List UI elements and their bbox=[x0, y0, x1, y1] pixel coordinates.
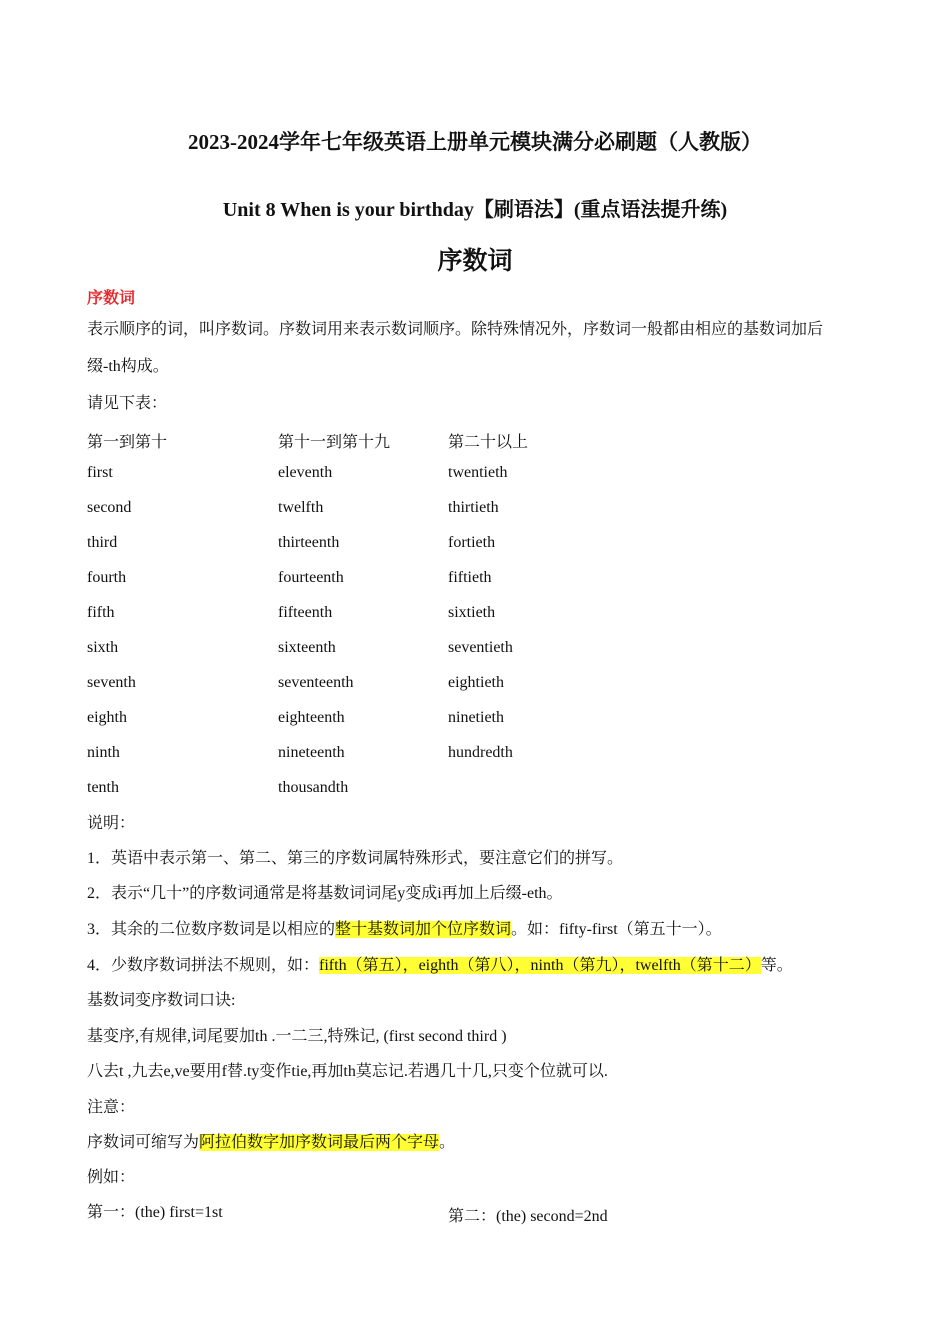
note-4-highlight: fifth（第五），eighth（第八），ninth（第九），twelfth（第十二） bbox=[319, 957, 761, 974]
table-header-2: 第十一到第十九 bbox=[278, 434, 391, 451]
table-cell: first bbox=[87, 464, 113, 481]
attention-pre: 序数词可缩写为 bbox=[87, 1134, 200, 1151]
table-cell: seventieth bbox=[448, 639, 513, 656]
section-heading: 序数词 bbox=[87, 290, 136, 307]
table-cell: tenth bbox=[87, 779, 119, 796]
table-cell: sixtieth bbox=[448, 604, 496, 621]
table-cell: thirteenth bbox=[278, 534, 340, 551]
note-4-pre: 4．少数序数词拼法不规则，如： bbox=[87, 957, 320, 974]
note-3-pre: 3．其余的二位数序数词是以相应的 bbox=[87, 921, 336, 938]
table-cell: fourteenth bbox=[278, 569, 344, 586]
table-cell: ninth bbox=[87, 744, 120, 761]
attention-label: 注意： bbox=[87, 1099, 136, 1116]
table-header-3: 第二十以上 bbox=[448, 434, 529, 451]
note-4 bbox=[87, 956, 793, 976]
table-cell: hundredth bbox=[448, 744, 513, 761]
table-cell: twentieth bbox=[448, 464, 508, 481]
table-cell: eleventh bbox=[278, 464, 333, 481]
rhyme-label: 基数词变序数词口诀: bbox=[87, 992, 236, 1009]
table-cell: sixth bbox=[87, 639, 119, 656]
table-cell: fiftieth bbox=[448, 569, 492, 586]
table-header-1: 第一到第十 bbox=[87, 434, 168, 451]
table-cell: eightieth bbox=[448, 674, 504, 691]
example-label: 例如： bbox=[87, 1169, 136, 1186]
rhyme-line-1: 基变序,有规律,词尾要加th .一二三,特殊记, (first second third ) bbox=[87, 1028, 507, 1045]
attention-post: 。 bbox=[439, 1134, 456, 1151]
notes-label: 说明： bbox=[87, 815, 136, 832]
table-cell: fortieth bbox=[448, 534, 496, 551]
note-2: 2．表示“几十”的序数词通常是将基数词词尾y变成i再加上后缀-eth。 bbox=[87, 885, 563, 902]
table-cell: thirtieth bbox=[448, 499, 499, 516]
table-cell: seventh bbox=[87, 674, 136, 691]
unit-subtitle: Unit 8 When is your birthday【刷语法】(重点语法提升练) bbox=[222, 199, 728, 221]
example-left: 第一：(the) first=1st bbox=[87, 1204, 223, 1221]
intro-line-1: 表示顺序的词，叫序数词。序数词用来表示数词顺序。除特殊情况外，序数词一般都由相应的基数词加后 bbox=[87, 321, 824, 338]
table-cell: fourth bbox=[87, 569, 127, 586]
table-cell: eighteenth bbox=[278, 709, 345, 726]
table-cell: thousandth bbox=[278, 779, 349, 796]
table-cell: seventeenth bbox=[278, 674, 354, 691]
note-4-post: 等。 bbox=[760, 957, 793, 974]
note-3-highlight: 整十基数词加个位序数词 bbox=[335, 921, 512, 938]
table-cell: fifth bbox=[87, 604, 115, 621]
table-cell: eighth bbox=[87, 709, 127, 726]
table-cell: twelfth bbox=[278, 499, 324, 516]
attention-highlight: 阿拉伯数字加序数词最后两个字母 bbox=[199, 1134, 440, 1151]
example-right: 第二：(the) second=2nd bbox=[448, 1208, 608, 1225]
attention-text bbox=[87, 1133, 455, 1153]
intro-line-2: 缀-th构成。 bbox=[87, 358, 169, 375]
table-cell: ninetieth bbox=[448, 709, 504, 726]
see-table-text: 请见下表： bbox=[87, 395, 168, 412]
table-cell: nineteenth bbox=[278, 744, 345, 761]
topic-title: 序数词 bbox=[437, 248, 513, 275]
table-cell: second bbox=[87, 499, 132, 516]
document-title: 2023-2024学年七年级英语上册单元模块满分必刷题（人教版） bbox=[188, 130, 762, 154]
table-cell: sixteenth bbox=[278, 639, 336, 656]
table-cell: third bbox=[87, 534, 118, 551]
table-cell: fifteenth bbox=[278, 604, 333, 621]
note-1: 1．英语中表示第一、第二、第三的序数词属特殊形式，要注意它们的拼写。 bbox=[87, 850, 624, 867]
note-3-post: 。如：fifty-first（第五十一）。 bbox=[511, 921, 722, 938]
rhyme-line-2: 八去t ,九去e,ve要用f替.ty变作tie,再加th莫忘记.若遇几十几,只变个位就可以. bbox=[87, 1063, 608, 1080]
note-3 bbox=[87, 920, 722, 940]
